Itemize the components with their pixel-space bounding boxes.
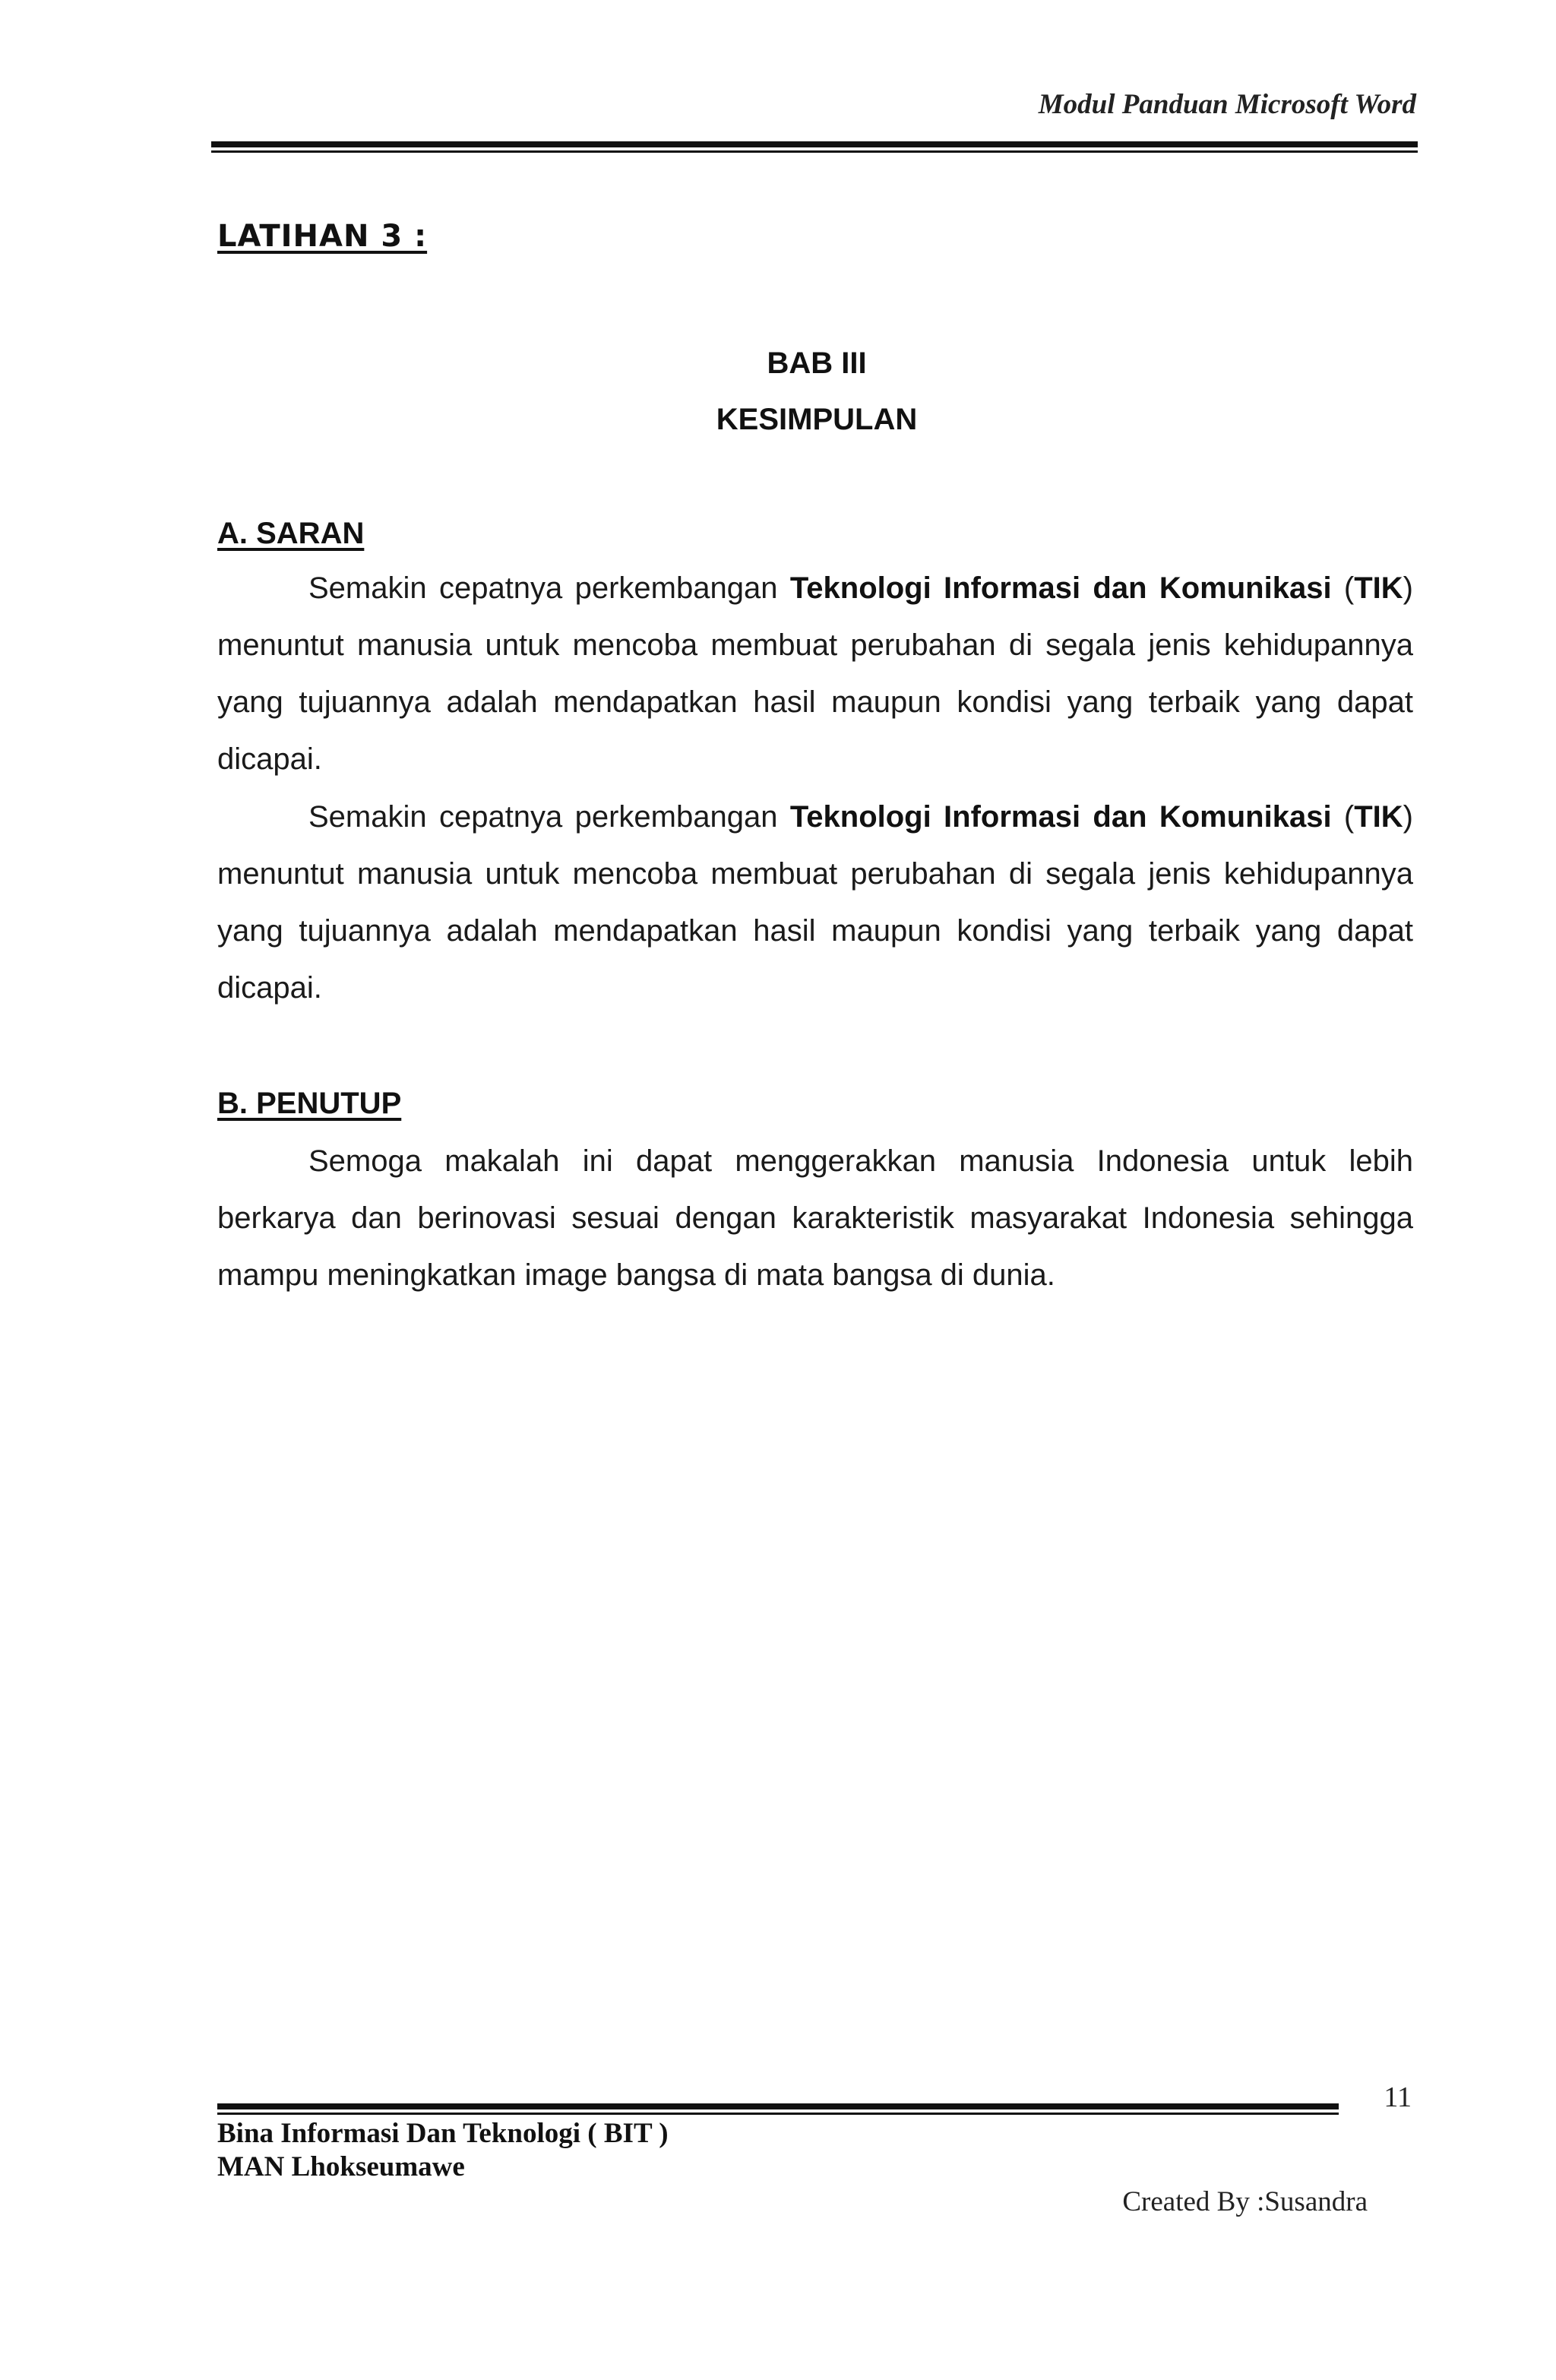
running-header-title: Modul Panduan Microsoft Word	[1038, 89, 1416, 120]
section-a-paragraph-2: Semakin cepatnya perkembangan Teknologi Informasi dan Komunikasi (TIK) menuntut manusia untuk mencoba membuat perubahan di segala jenis kehidupannya yang tujuannya adalah mendapatkan hasil maupun kondisi yang terbaik yang dapat dicapai.	[217, 800, 1413, 1005]
header-rule-thick	[211, 141, 1418, 147]
section-b-paragraph: Semoga makalah ini dapat menggerakkan manusia Indonesia untuk lebih berkarya dan berinovasi sesuai dengan karakteristik masyarakat Indonesia sehingga mampu meningkatkan image bangsa di mata bangsa di dunia.	[217, 1144, 1413, 1292]
section-b-heading: B. PENUTUP	[217, 1087, 402, 1120]
footer-institution-line-1: Bina Informasi Dan Teknologi ( BIT )	[217, 2118, 669, 2149]
page-number: 11	[1384, 2081, 1412, 2113]
header-rule-thin	[211, 150, 1418, 153]
chapter-title: KESIMPULAN	[716, 403, 918, 436]
exercise-label: LATIHAN 3 :	[217, 219, 428, 254]
footer-institution-line-2: MAN Lhokseumawe	[217, 2151, 465, 2182]
abbreviation: TIK	[1354, 800, 1403, 834]
section-a-heading: A. SARAN	[217, 517, 365, 550]
section-a-paragraph-1: Semakin cepatnya perkembangan Teknologi Informasi dan Komunikasi (TIK) menuntut manusia untuk mencoba membuat perubahan di segala jenis kehidupannya yang tujuannya adalah mendapatkan hasil maupun kondisi yang terbaik yang dapat dicapai.	[217, 571, 1413, 776]
footer-rule-thin	[217, 2113, 1339, 2115]
abbreviation: TIK	[1354, 571, 1403, 605]
bold-term: Teknologi Informasi dan Komunikasi	[789, 571, 1332, 605]
bold-term: Teknologi Informasi dan Komunikasi	[789, 800, 1332, 834]
footer-rule-thick	[217, 2103, 1339, 2109]
author-credit: Created By :Susandra	[1122, 2186, 1368, 2217]
chapter-number: BAB III	[767, 347, 867, 380]
